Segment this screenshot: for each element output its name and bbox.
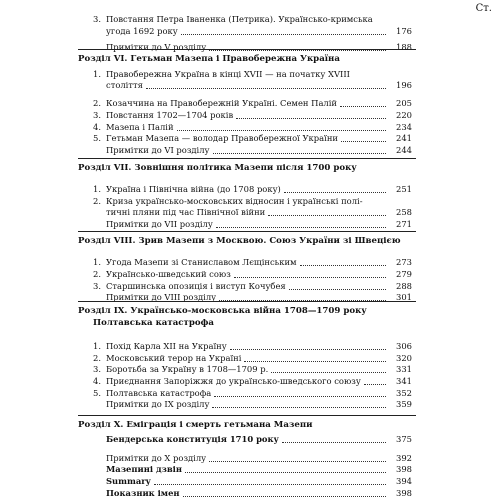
entry-title[interactable]: Мазепа і Палій xyxy=(106,122,174,132)
entry-title[interactable]: Бендерська конституція 1710 року xyxy=(106,434,279,444)
entry-number: 3. xyxy=(93,281,101,291)
dot-leader xyxy=(230,349,386,350)
entry-title[interactable]: Повстання Петра Іваненка (Петрика). Українсько-кримська xyxy=(106,14,373,24)
section-title: Розділ IX. Українсько-московська війна 1708—1709 року xyxy=(78,306,367,316)
entry-title[interactable]: Повстання 1702—1704 років xyxy=(106,110,234,120)
section-rule xyxy=(78,231,416,232)
entry-number: 1. xyxy=(93,69,101,79)
section-rule xyxy=(78,49,416,50)
dot-leader xyxy=(289,289,386,290)
entry-title[interactable]: Українсько-шведський союз xyxy=(106,269,231,279)
entry-title[interactable]: Summary xyxy=(106,476,151,486)
dot-leader xyxy=(244,361,386,362)
page-number: 394 xyxy=(396,476,412,486)
entry-number: 4. xyxy=(93,122,101,132)
page-number: 306 xyxy=(396,341,412,351)
entry-title[interactable]: тичні пляни під час Північної війни xyxy=(106,207,266,217)
page-number: 188 xyxy=(396,42,412,52)
entry-title[interactable]: Похід Карла XII на Україну xyxy=(106,341,227,351)
dot-leader xyxy=(181,34,386,35)
page-number: 398 xyxy=(396,464,412,474)
page-number: 273 xyxy=(396,257,412,267)
section-rule xyxy=(78,415,416,416)
page-number: 392 xyxy=(396,453,412,463)
page-number: 301 xyxy=(396,292,412,302)
entry-number: 1. xyxy=(93,341,101,351)
entry-number: 1. xyxy=(93,257,101,267)
page-number: 205 xyxy=(396,98,412,108)
page-number: 176 xyxy=(396,26,412,36)
entry-number: 2. xyxy=(93,353,101,363)
entry-title[interactable]: Примітки до IX розділу xyxy=(106,399,210,409)
section-title: Розділ VIII. Зрив Мазепи з Москвою. Союз України зі Швецією xyxy=(78,236,401,246)
page-number: 398 xyxy=(396,488,412,498)
entry-title[interactable]: Московський терор на Україні xyxy=(106,353,242,363)
section-rule xyxy=(78,158,416,159)
entry-title[interactable]: Козаччина на Правобережній Україні. Семен Палій xyxy=(106,98,338,108)
dot-leader xyxy=(209,461,386,462)
entry-number: 5. xyxy=(93,133,101,143)
page-column-label: Ст. xyxy=(475,3,492,14)
entry-title[interactable]: Показник імен xyxy=(106,488,180,498)
entry-number: 3. xyxy=(93,110,101,120)
entry-title[interactable]: Примітки до VI розділу xyxy=(106,145,210,155)
entry-title[interactable]: Правобережна Україна в кінці XVII — на початку XVIII xyxy=(106,69,350,79)
entry-title[interactable]: Боротьба за Україну в 1708—1709 р. xyxy=(106,364,269,374)
page-number: 271 xyxy=(396,219,412,229)
dot-leader xyxy=(183,496,386,497)
dot-leader xyxy=(268,215,386,216)
page-number: 220 xyxy=(396,110,412,120)
page-number: 359 xyxy=(396,399,412,409)
dot-leader xyxy=(213,153,387,154)
section-rule xyxy=(78,301,416,302)
page-number: 234 xyxy=(396,122,412,132)
page-number: 320 xyxy=(396,353,412,363)
dot-leader xyxy=(216,227,386,228)
entry-title[interactable]: Криза українсько-московських відносин і українські полі- xyxy=(106,196,363,206)
dot-leader xyxy=(185,472,386,473)
entry-title[interactable]: угода 1692 року xyxy=(106,26,178,36)
dot-leader xyxy=(340,106,386,107)
entry-number: 3. xyxy=(93,364,101,374)
entry-title[interactable]: Гетьман Мазепа — володар Правобережної України xyxy=(106,133,338,143)
dot-leader xyxy=(341,141,386,142)
page-number: 375 xyxy=(396,434,412,444)
entry-title[interactable]: Приєднання Запоріжжя до українсько-шведського союзу xyxy=(106,376,361,386)
entry-number: 2. xyxy=(93,196,101,206)
page-number: 244 xyxy=(396,145,412,155)
entry-title[interactable]: Полтавська катастрофа xyxy=(106,388,212,398)
entry-number: 3. xyxy=(93,14,101,24)
dot-leader xyxy=(282,442,386,443)
dot-leader xyxy=(284,192,386,193)
dot-leader xyxy=(154,484,386,485)
entry-title[interactable]: Угода Мазепи зі Станиславом Лєщінським xyxy=(106,257,297,267)
page-number: 288 xyxy=(396,281,412,291)
entry-number: 4. xyxy=(93,376,101,386)
dot-leader xyxy=(236,118,386,119)
entry-number: 2. xyxy=(93,98,101,108)
entry-number: 5. xyxy=(93,388,101,398)
page-number: 196 xyxy=(396,80,412,90)
entry-title[interactable]: Старшинська опозиція і виступ Кочубея xyxy=(106,281,286,291)
dot-leader xyxy=(177,130,386,131)
entry-title[interactable]: Мазепині дзвін xyxy=(106,464,182,474)
section-title: Розділ VI. Гетьман Мазепа і Правобережна Україна xyxy=(78,54,340,64)
page-number: 352 xyxy=(396,388,412,398)
dot-leader xyxy=(209,50,386,51)
dot-leader xyxy=(271,372,386,373)
entry-number: 1. xyxy=(93,184,101,194)
dot-leader xyxy=(212,407,386,408)
page-number: 331 xyxy=(396,364,412,374)
page-number: 279 xyxy=(396,269,412,279)
dot-leader xyxy=(234,277,386,278)
section-title: Розділ X. Еміграція і смерть гетьмана Мазепи xyxy=(78,420,313,430)
entry-title[interactable]: Україна і Північна війна (до 1708 року) xyxy=(106,184,281,194)
page-number: 341 xyxy=(396,376,412,386)
page-number: 251 xyxy=(396,184,412,194)
entry-title[interactable]: Примітки до X розділу xyxy=(106,453,207,463)
page-number: 241 xyxy=(396,133,412,143)
entry-title[interactable]: століття xyxy=(106,80,143,90)
entry-title[interactable]: Примітки до VII розділу xyxy=(106,219,213,229)
entry-title[interactable]: Примітки до VIII розділу xyxy=(106,292,217,302)
dot-leader xyxy=(214,396,386,397)
page-number: 258 xyxy=(396,207,412,217)
section-title: Розділ VII. Зовнішня політика Мазепи після 1700 року xyxy=(78,163,357,173)
entry-title[interactable]: Примітки до V розділу xyxy=(106,42,207,52)
dot-leader xyxy=(146,88,386,89)
entry-number: 2. xyxy=(93,269,101,279)
section-subtitle: Полтавська катастрофа xyxy=(93,318,214,328)
dot-leader xyxy=(364,384,386,385)
dot-leader xyxy=(300,265,386,266)
